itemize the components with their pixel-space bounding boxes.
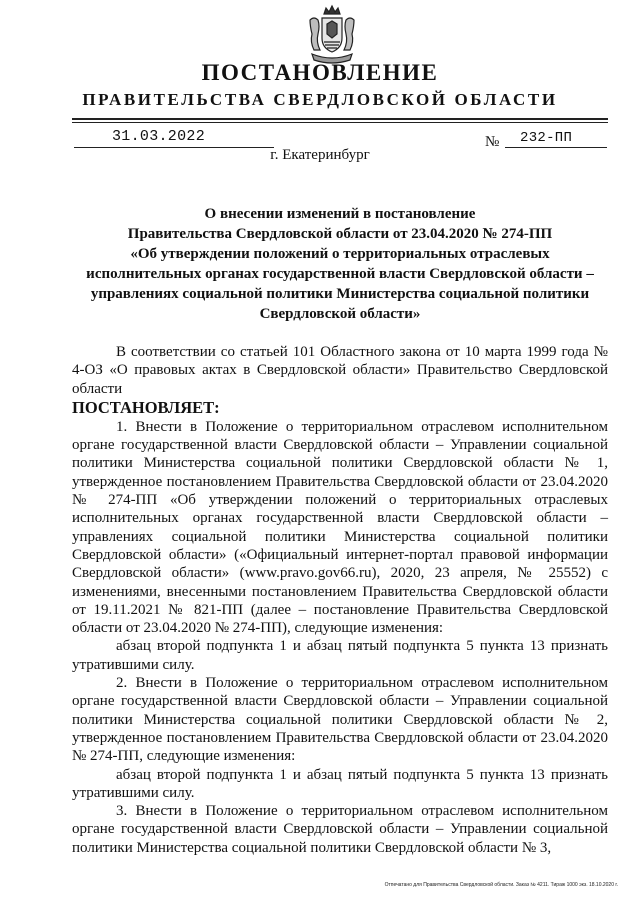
body-paragraph: 2. Внести в Положение о территориальном отраслевом исполнительном органе государственной власти Свердловской области – Управлении социальной политики Министерства социальной политики Свердловской области № 2, утвержденное постановлением Правительства Свердловской области от 23.04.2020 № 274-ПП, следующие изменения: (72, 675, 608, 765)
resolves-heading: ПОСТАНОВЛЯЕТ: (72, 397, 220, 417)
number-sign: № (485, 134, 500, 150)
document-date: 31.03.2022 (112, 128, 206, 145)
heading-line: О внесении изменений в постановление (204, 206, 476, 222)
body-paragraph: абзац второй подпункта 1 и абзац пятый подпункта 5 пункта 13 признать утратившими силу. (72, 766, 608, 801)
city: г. Екатеринбург (270, 147, 370, 163)
body-paragraph: 1. Внести в Положение о территориальном отраслевом исполнительном органе государственной власти Свердловской области – Управлении социальной политики Министерства социальной политики Свердловской области № 1, утвержденное постановлением Правительства Свердловской области от 23.04.2020 № 274-ПП «Об утверждении положений о территориальных отраслевых исполнительных органах государственной власти Свердловской области – управлениях социальной политики Министерства социальной политики Свердловской области» («Официальный интернет-портал правовой информации Свердловской области» (www.pravo.gov66.ru), 2020, 23 апреля, № 25552) с изменениями, внесенными постановлением Правительства Свердловской области от 19.11.2021 № 821-ПП (далее – постановление Правительства Свердловской области от 23.04.2020 № 274-ПП), следующие изменения: (72, 418, 608, 637)
print-note: Отпечатано для Правительства Свердловской области. Заказ № 4211. Тираж 1000 экз. 18.10.2020 г. (384, 882, 618, 888)
document-title: ПОСТАНОВЛЕНИЕ (201, 60, 439, 85)
heading-line: исполнительных органах государственной власти Свердловской области – (86, 266, 594, 282)
sverdlovsk-coat-of-arms-icon (304, 4, 360, 66)
preamble-paragraph: В соответствии со статьей 101 Областного закона от 10 марта 1999 года № 4-ОЗ «О правовых актах в Свердловской области» Правительство Свердловской области (72, 344, 608, 397)
heading-line: управлениях социальной политики Министерства социальной политики (90, 286, 590, 302)
document-body (72, 343, 608, 857)
body-paragraph: абзац второй подпункта 1 и абзац пятый подпункта 5 пункта 13 признать утратившими силу. (72, 638, 608, 673)
header-divider (72, 118, 608, 120)
header-divider-thin (72, 122, 608, 123)
heading-line: «Об утверждении положений о территориальных отраслевых (130, 246, 550, 262)
issuing-authority: ПРАВИТЕЛЬСТВА СВЕРДЛОВСКОЙ ОБЛАСТИ (82, 90, 558, 109)
body-paragraph: 3. Внести в Положение о территориальном отраслевом исполнительном органе государственной власти Свердловской области – Управлении социальной политики Министерства социальной политики Свердловской области № 3, (72, 803, 608, 856)
document-number: 232-ПП (520, 130, 573, 146)
heading-line: Свердловской области» (259, 306, 421, 322)
document-heading (72, 204, 608, 324)
heading-line: Правительства Свердловской области от 23.04.2020 № 274-ПП (127, 226, 553, 242)
